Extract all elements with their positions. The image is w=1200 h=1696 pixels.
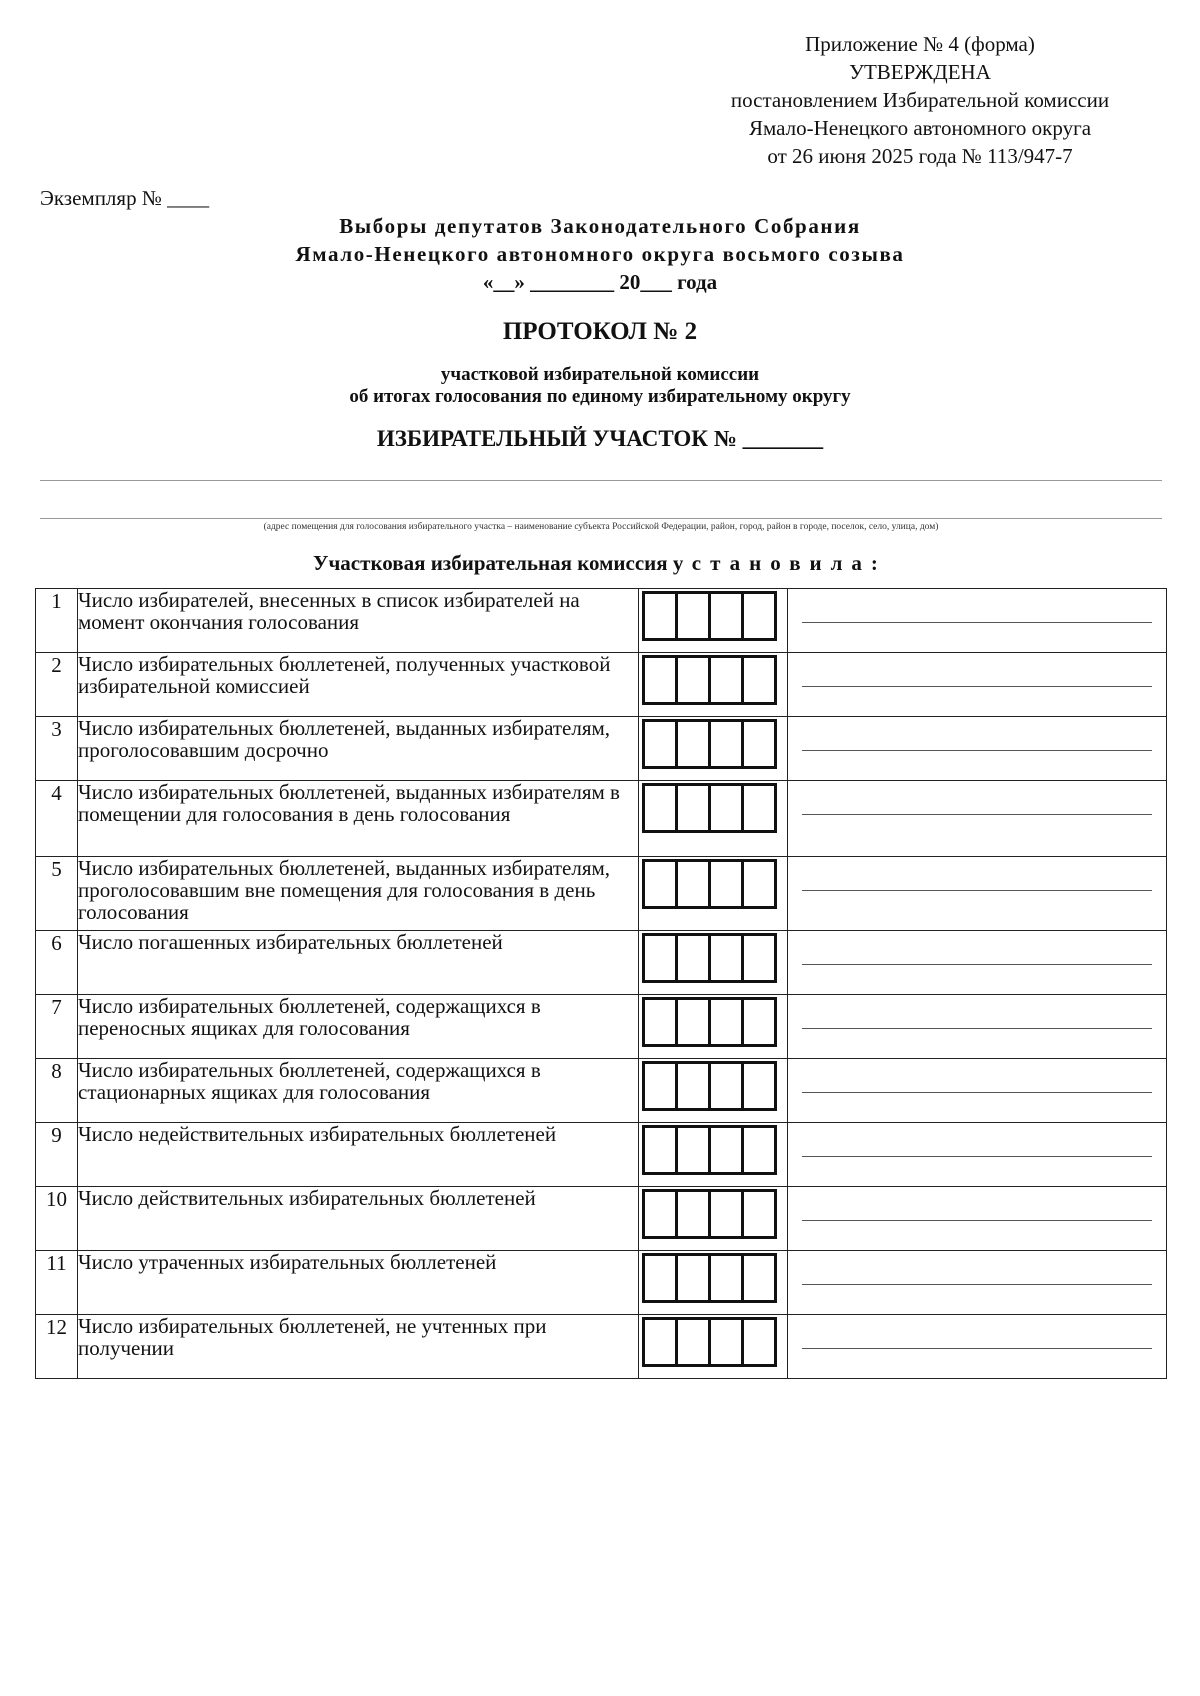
election-date: «__» ________ 20___ года: [482, 270, 718, 294]
election-title-line: Выборы депутатов Законодательного Собрания: [339, 214, 861, 238]
digit-box[interactable]: [642, 997, 675, 1047]
digit-box[interactable]: [708, 997, 741, 1047]
row-number: 7: [36, 995, 78, 1059]
table-row: [36, 1251, 1167, 1315]
row-number: 11: [36, 1251, 78, 1315]
digit-box[interactable]: [675, 591, 708, 641]
value-in-words-line[interactable]: [802, 1220, 1152, 1221]
approval-line: Ямало-Ненецкого автономного округа: [748, 116, 1092, 140]
digit-boxes-cell: [639, 589, 788, 653]
digit-boxes: [642, 1189, 786, 1243]
digit-box[interactable]: [642, 591, 675, 641]
table-row: [36, 589, 1167, 653]
digit-boxes: [642, 719, 786, 773]
value-in-words-cell: [788, 589, 1167, 653]
table-row: [36, 1315, 1167, 1379]
digit-box[interactable]: [675, 1317, 708, 1367]
table-row: [36, 653, 1167, 717]
digit-boxes-cell: [639, 717, 788, 781]
digit-box[interactable]: [708, 1317, 741, 1367]
digit-box[interactable]: [675, 933, 708, 983]
document-heading: [0, 212, 1200, 454]
digit-boxes-cell: [639, 1187, 788, 1251]
table-row: [36, 1059, 1167, 1123]
digit-box[interactable]: [741, 591, 777, 641]
row-number: 6: [36, 931, 78, 995]
digit-box[interactable]: [741, 719, 777, 769]
digit-box[interactable]: [642, 783, 675, 833]
digit-box[interactable]: [741, 1061, 777, 1111]
established-prefix: Участковая избирательная комиссия: [313, 551, 668, 575]
digit-box[interactable]: [741, 933, 777, 983]
digit-boxes-cell: [639, 1123, 788, 1187]
table-row: [36, 1187, 1167, 1251]
digit-boxes: [642, 1317, 786, 1371]
value-in-words-cell: [788, 1251, 1167, 1315]
row-label: Число избирательных бюллетеней, содержащихся в стационарных ящиках для голосования: [78, 1059, 639, 1123]
row-label: Число погашенных избирательных бюллетеней: [78, 931, 639, 995]
row-label: Число избирателей, внесенных в список избирателей на момент окончания голосования: [78, 589, 639, 653]
digit-box[interactable]: [708, 933, 741, 983]
digit-box[interactable]: [642, 655, 675, 705]
row-number: 9: [36, 1123, 78, 1187]
row-number: 10: [36, 1187, 78, 1251]
value-in-words-cell: [788, 857, 1167, 931]
row-number: 5: [36, 857, 78, 931]
row-number: 4: [36, 781, 78, 857]
approval-stamp: [680, 30, 1160, 170]
digit-box[interactable]: [708, 1061, 741, 1111]
digit-box[interactable]: [708, 1189, 741, 1239]
digit-box[interactable]: [708, 783, 741, 833]
value-in-words-line[interactable]: [802, 814, 1152, 815]
digit-box[interactable]: [741, 1189, 777, 1239]
digit-boxes: [642, 591, 786, 645]
digit-boxes: [642, 1061, 786, 1115]
commission-line: участковой избирательной комиссии: [440, 364, 760, 385]
row-number: 1: [36, 589, 78, 653]
value-in-words-cell: [788, 717, 1167, 781]
value-in-words-cell: [788, 1059, 1167, 1123]
digit-boxes: [642, 997, 786, 1051]
approval-line: Приложение № 4 (форма): [805, 32, 1035, 56]
value-in-words-line[interactable]: [802, 686, 1152, 687]
address-note: (адрес помещения для голосования избирательного участка – наименование субъекта Российской Федерации, район, город, район в городе, поселок, село, улица, дом): [263, 522, 939, 532]
value-in-words-cell: [788, 1123, 1167, 1187]
digit-box[interactable]: [741, 783, 777, 833]
digit-boxes-cell: [639, 995, 788, 1059]
value-in-words-cell: [788, 1315, 1167, 1379]
row-label: Число утраченных избирательных бюллетеней: [78, 1251, 639, 1315]
row-label: Число избирательных бюллетеней, полученных участковой избирательной комиссией: [78, 653, 639, 717]
digit-box[interactable]: [675, 783, 708, 833]
protocol-title: ПРОТОКОЛ № 2: [502, 318, 698, 345]
digit-box[interactable]: [708, 859, 741, 909]
digit-boxes-cell: [639, 1251, 788, 1315]
digit-box[interactable]: [741, 655, 777, 705]
digit-box[interactable]: [642, 1253, 675, 1303]
digit-box[interactable]: [741, 1317, 777, 1367]
row-label: Число избирательных бюллетеней, не учтенных при получении: [78, 1315, 639, 1379]
digit-box[interactable]: [642, 859, 675, 909]
digit-box[interactable]: [741, 1125, 777, 1175]
row-label: Число избирательных бюллетеней, выданных избирателям в помещении для голосования в день голосования: [78, 781, 639, 857]
digit-boxes-cell: [639, 931, 788, 995]
digit-boxes-cell: [639, 781, 788, 857]
digit-box[interactable]: [741, 859, 777, 909]
value-in-words-cell: [788, 1187, 1167, 1251]
digit-box[interactable]: [708, 1253, 741, 1303]
results-table: [35, 588, 1167, 1379]
row-number: 3: [36, 717, 78, 781]
table-row: [36, 717, 1167, 781]
copy-number-label: Экземпляр № ____: [40, 186, 210, 210]
election-title-line: Ямало-Ненецкого автономного округа восьмого созыва: [295, 242, 905, 266]
digit-boxes-cell: [639, 1059, 788, 1123]
value-in-words-line[interactable]: [802, 964, 1152, 965]
digit-boxes: [642, 859, 786, 913]
digit-box[interactable]: [675, 655, 708, 705]
row-label: Число избирательных бюллетеней, выданных избирателям, проголосовавшим вне помещения для голосования в день голосования: [78, 857, 639, 931]
digit-box[interactable]: [741, 1253, 777, 1303]
digit-boxes: [642, 1253, 786, 1307]
digit-box[interactable]: [708, 1125, 741, 1175]
table-row: [36, 781, 1167, 857]
address-line-2: [40, 518, 1162, 519]
digit-box[interactable]: [708, 655, 741, 705]
approval-line: от 26 июня 2025 года № 113/947-7: [767, 144, 1073, 168]
digit-box[interactable]: [675, 1061, 708, 1111]
value-in-words-cell: [788, 995, 1167, 1059]
row-label: Число избирательных бюллетеней, содержащихся в переносных ящиках для голосования: [78, 995, 639, 1059]
approval-line: УТВЕРЖДЕНА: [849, 60, 991, 84]
precinct-label: ИЗБИРАТЕЛЬНЫЙ УЧАСТОК № _______: [376, 426, 824, 451]
digit-boxes-cell: [639, 653, 788, 717]
row-number: 8: [36, 1059, 78, 1123]
row-label: Число избирательных бюллетеней, выданных избирателям, проголосовавшим досрочно: [78, 717, 639, 781]
row-label: Число недействительных избирательных бюллетеней: [78, 1123, 639, 1187]
row-label: Число действительных избирательных бюллетеней: [78, 1187, 639, 1251]
digit-boxes-cell: [639, 1315, 788, 1379]
value-in-words-cell: [788, 931, 1167, 995]
value-in-words-line[interactable]: [802, 1156, 1152, 1157]
value-in-words-line[interactable]: [802, 750, 1152, 751]
value-in-words-line[interactable]: [802, 1284, 1152, 1285]
value-in-words-cell: [788, 653, 1167, 717]
digit-box[interactable]: [642, 719, 675, 769]
digit-box[interactable]: [642, 1317, 675, 1367]
digit-boxes-cell: [639, 857, 788, 931]
value-in-words-line[interactable]: [802, 1092, 1152, 1093]
value-in-words-line[interactable]: [802, 1348, 1152, 1349]
digit-box[interactable]: [708, 719, 741, 769]
digit-boxes: [642, 933, 786, 987]
commission-line: об итогах голосования по единому избирательному округу: [349, 386, 851, 407]
digit-box[interactable]: [642, 1189, 675, 1239]
digit-boxes: [642, 655, 786, 709]
digit-box[interactable]: [675, 1189, 708, 1239]
established-verb: установила:: [672, 551, 887, 575]
row-number: 12: [36, 1315, 78, 1379]
digit-box[interactable]: [642, 1061, 675, 1111]
value-in-words-line[interactable]: [802, 890, 1152, 891]
digit-boxes: [642, 1125, 786, 1179]
table-row: [36, 995, 1167, 1059]
value-in-words-cell: [788, 781, 1167, 857]
established-heading: [0, 551, 1200, 576]
digit-box[interactable]: [675, 859, 708, 909]
digit-box[interactable]: [642, 1125, 675, 1175]
table-row: [36, 857, 1167, 931]
digit-box[interactable]: [642, 933, 675, 983]
table-row: [36, 931, 1167, 995]
digit-box[interactable]: [675, 997, 708, 1047]
value-in-words-line[interactable]: [802, 622, 1152, 623]
address-line-1: [40, 480, 1162, 481]
digit-box[interactable]: [675, 1125, 708, 1175]
row-number: 2: [36, 653, 78, 717]
approval-line: постановлением Избирательной комиссии: [730, 88, 1110, 112]
value-in-words-line[interactable]: [802, 1028, 1152, 1029]
digit-box[interactable]: [708, 591, 741, 641]
table-row: [36, 1123, 1167, 1187]
digit-box[interactable]: [675, 719, 708, 769]
digit-box[interactable]: [741, 997, 777, 1047]
digit-boxes: [642, 783, 786, 837]
digit-box[interactable]: [675, 1253, 708, 1303]
